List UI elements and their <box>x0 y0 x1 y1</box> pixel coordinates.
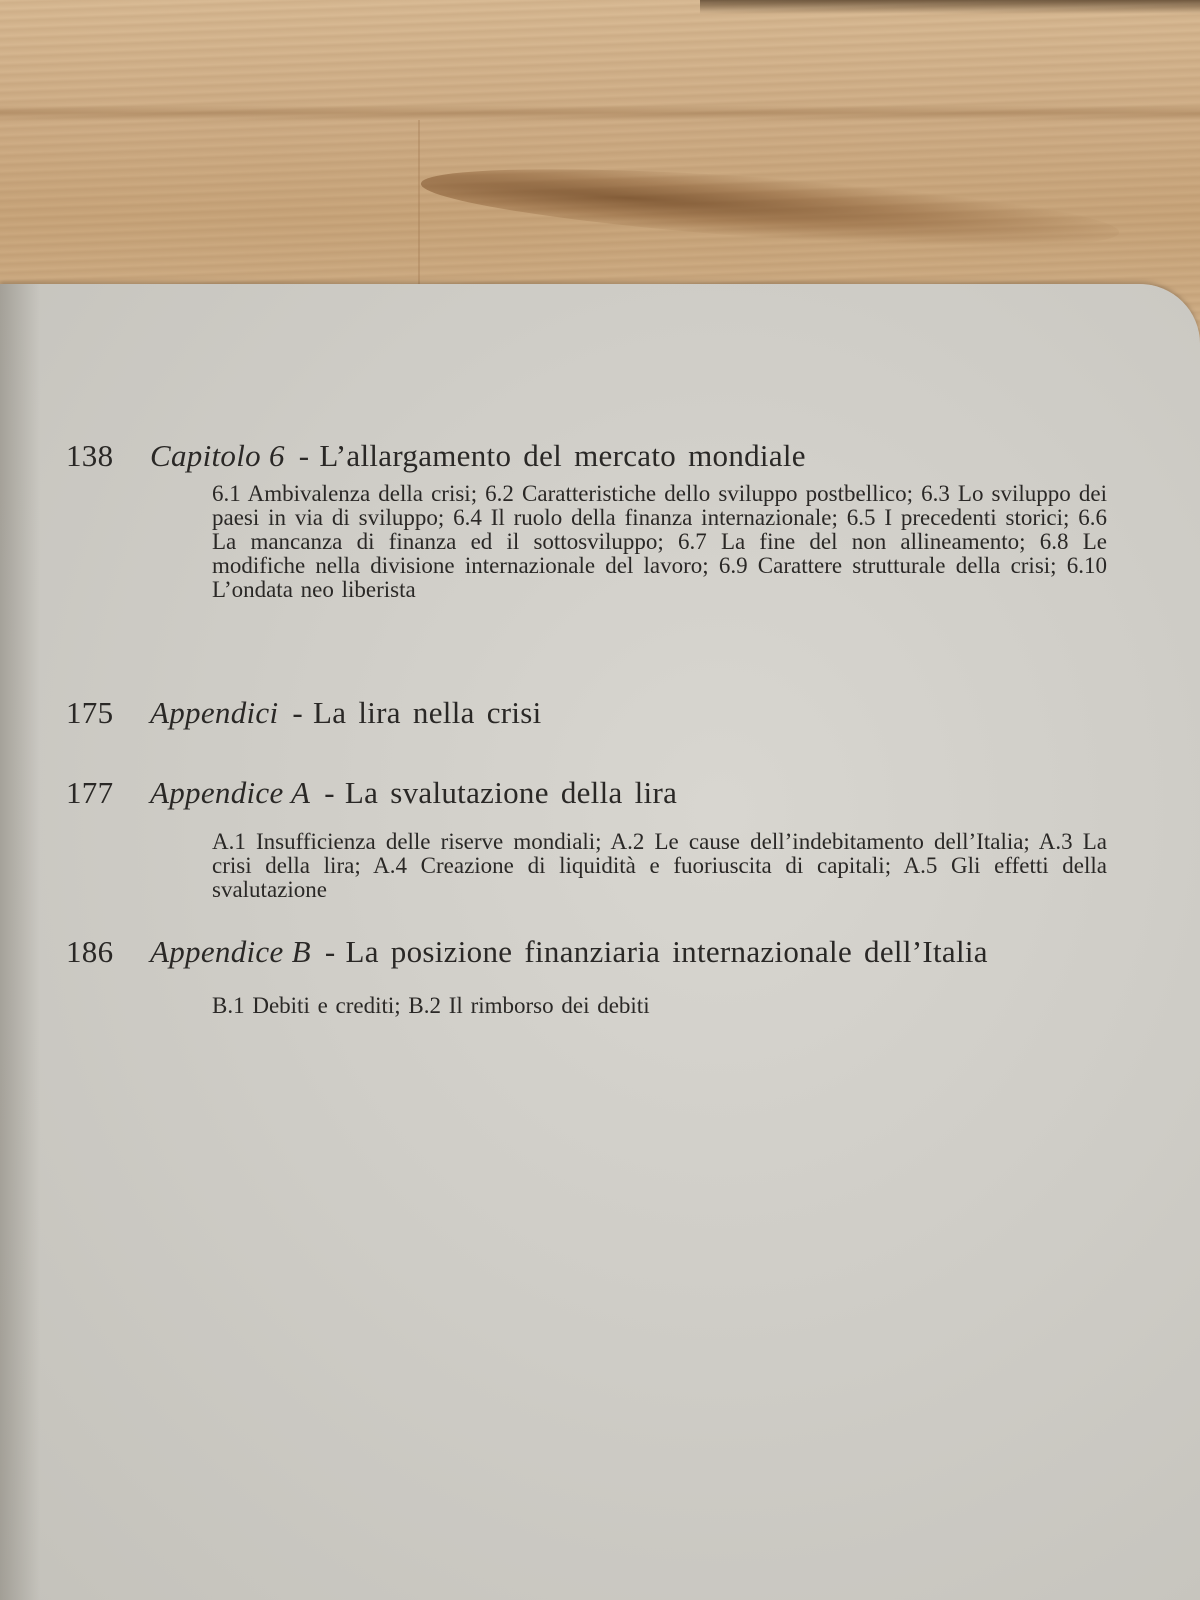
wood-grain-streak <box>419 154 1121 263</box>
page-number: 177 <box>66 775 114 810</box>
wood-grain <box>0 105 1200 121</box>
chapter-label: Appendice A <box>150 775 311 810</box>
page-number: 138 <box>66 438 114 473</box>
toc-entry-heading <box>66 695 542 731</box>
subsection-list: A.1 Insufficienza delle riserve mondiali; A.2 Le cause dell’indebitamento dell’Italia; A.3 La crisi della lira; A.4 Creazione di liquidità e fuoriuscita di capitali; A.5 Gli effetti della svalutazione <box>212 829 1107 902</box>
chapter-label: Capitolo 6 <box>150 438 285 473</box>
chapter-title: La posizione finanziaria internazionale dell’Italia <box>345 934 988 969</box>
separator: - <box>324 934 336 969</box>
chapter-label: Appendice B <box>150 934 311 969</box>
subsection-list: B.1 Debiti e crediti; B.2 Il rimborso dei debiti <box>212 993 650 1018</box>
page-number: 175 <box>66 695 114 730</box>
subsection-list: 6.1 Ambivalenza della crisi; 6.2 Caratteristiche dello sviluppo postbellico; 6.3 Lo sviluppo dei paesi in via di sviluppo; 6.4 Il ruolo della finanza internazionale; 6.5 I precedenti storici; 6.6 La mancanza di finanza ed il sottosviluppo; 6.7 La fine del non allineamento; 6.8 Le modifiche nella divisione internazionale del lavoro; 6.9 Carattere strutturale della crisi; 6.10 L’ondata neo liberista <box>212 481 1107 602</box>
separator: - <box>292 695 304 730</box>
wood-plank-seam <box>418 120 420 290</box>
page-number: 186 <box>66 934 114 969</box>
book-page <box>0 284 1200 1600</box>
table-of-contents <box>0 284 1200 1600</box>
separator: - <box>324 775 335 810</box>
separator: - <box>298 438 310 473</box>
toc-entry-heading <box>66 934 988 970</box>
chapter-label: Appendici <box>150 695 279 730</box>
toc-entry-heading <box>66 438 806 474</box>
chapter-title: La svalutazione della lira <box>344 775 678 810</box>
toc-entry-heading <box>66 775 677 811</box>
wood-grain <box>700 0 1200 14</box>
chapter-title: La lira nella crisi <box>313 695 542 730</box>
chapter-title: L’allargamento del mercato mondiale <box>319 438 806 473</box>
